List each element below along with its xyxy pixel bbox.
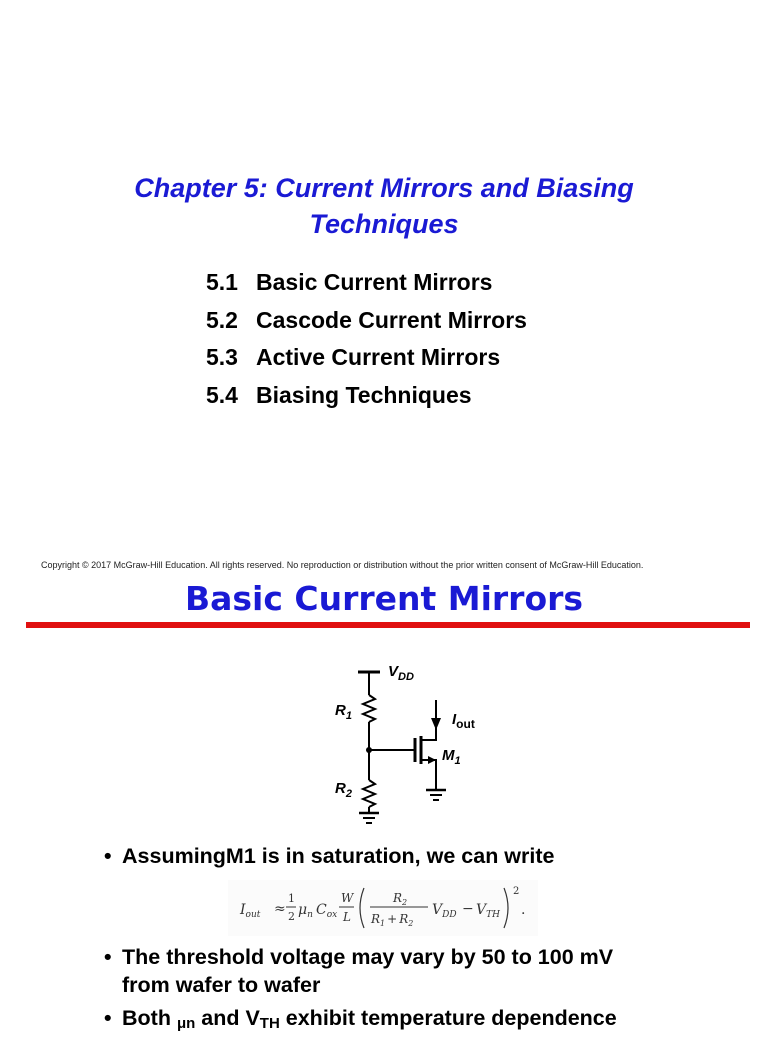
- current-mirror-circuit-diagram: [320, 650, 480, 835]
- eq-vth: $V_{TH}$: [476, 902, 500, 920]
- m1-label: $M_1$: [442, 747, 461, 767]
- eq-paren-close: [504, 888, 508, 928]
- bullet-icon: •: [104, 1006, 112, 1030]
- vdd-label: $V_{DD}$: [388, 663, 414, 683]
- toc-item: [206, 379, 527, 417]
- bullet-text-continued: from wafer to wafer: [122, 973, 321, 997]
- toc-item: [206, 304, 527, 342]
- bullet-icon: •: [104, 844, 112, 868]
- bullet-item: [104, 943, 613, 999]
- eq-w: W: [341, 891, 354, 905]
- bullet-item: [104, 842, 555, 870]
- eq-approx: ≈: [274, 901, 286, 917]
- title-divider: [26, 622, 750, 628]
- eq-cox: $C_{ox}$: [316, 902, 338, 920]
- chapter-title-line1: Chapter 5: Current Mirrors and Biasing: [134, 173, 634, 203]
- r2-label: $R_2$: [335, 780, 352, 800]
- eq-minus: −: [462, 901, 474, 917]
- toc-item-label: Active Current Mirrors: [256, 344, 501, 370]
- eq-r1r2: $R_1 + R_2$: [371, 912, 414, 928]
- eq-period: .: [521, 902, 526, 918]
- eq-l: L: [343, 910, 351, 924]
- slide-title: Basic Current Mirrors: [184, 579, 584, 618]
- eq-lhs: $I_{out}$: [240, 902, 261, 920]
- resistor-r1: [363, 695, 375, 722]
- toc-item-label: Cascode Current Mirrors: [256, 306, 527, 333]
- table-of-contents: [206, 266, 527, 416]
- iout-equation: [228, 880, 538, 936]
- eq-vdd: $V_{DD}$: [432, 902, 457, 920]
- eq-r2: $R_2$: [393, 891, 408, 907]
- toc-item-label: Basic Current Mirrors: [256, 269, 493, 295]
- toc-item-label: Biasing Techniques: [256, 381, 472, 408]
- toc-item-number: 5.2: [206, 306, 238, 333]
- eq-half-den: 2: [288, 910, 295, 923]
- bullet-text: AssumingM1 is in saturation, we can write: [122, 844, 555, 868]
- iout-arrow: [431, 718, 441, 730]
- toc-item: [206, 341, 527, 379]
- copyright-notice: Copyright © 2017 McGraw-Hill Education. All rights reserved. No reproduction or distribution without the prior written consent of McGraw-Hill Education.: [41, 560, 644, 570]
- r1-label: $R_1$: [335, 702, 352, 722]
- chapter-title-line2: Techniques: [309, 209, 459, 239]
- eq-square: 2: [513, 886, 520, 897]
- bullet-icon: •: [104, 945, 112, 969]
- eq-paren-open: [360, 888, 364, 928]
- source-arrow: [428, 756, 436, 764]
- source-wire: [421, 760, 436, 790]
- resistor-r2: [363, 780, 375, 807]
- bullet-item: [104, 1004, 617, 1038]
- eq-mu: $\mu_n$: [298, 902, 313, 920]
- iout-label: $I_{out}$: [452, 711, 475, 731]
- toc-item: [206, 266, 527, 304]
- toc-item-number: 5.4: [206, 381, 238, 408]
- toc-item-number: 5.3: [206, 344, 238, 370]
- bullet-text: Both $_{\mu n}$ and $V_{TH}$ exhibit temperature dependence: [122, 1006, 617, 1032]
- chapter-title: [60, 170, 708, 242]
- eq-half-num: 1: [288, 892, 295, 905]
- bullet-text: The threshold voltage may vary by 50 to 100 mV: [122, 945, 614, 969]
- toc-item-number: 5.1: [206, 269, 238, 295]
